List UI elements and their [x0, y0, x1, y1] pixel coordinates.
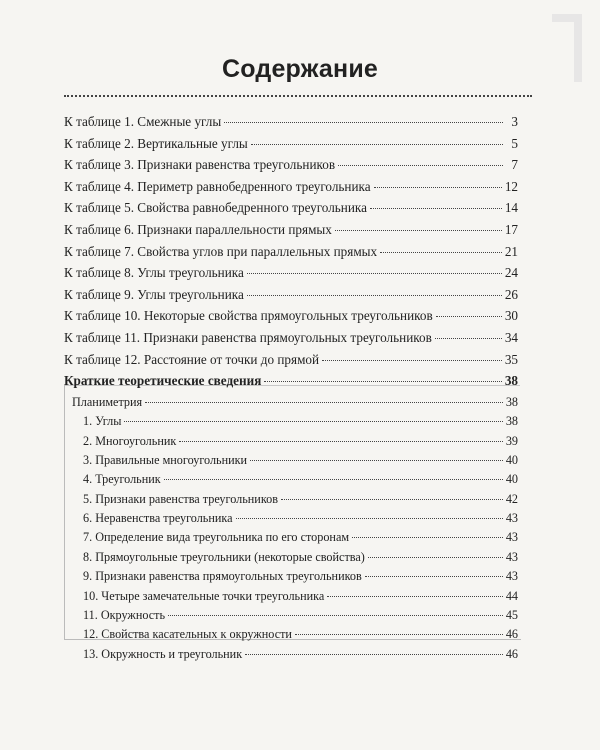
toc-entry-label: К таблице 2. Вертикальные углы: [64, 135, 248, 151]
toc-subsection-page: 38: [505, 394, 518, 409]
toc-sub-entry-page: 46: [505, 646, 518, 661]
toc-section-page: 38: [504, 373, 518, 389]
toc-entry-page: 7: [511, 157, 518, 173]
toc-entry-page: 5: [511, 135, 518, 151]
toc-entry[interactable]: [64, 157, 518, 179]
toc-sub-entry-label: 10. Четыре замечательные точки треугольника: [83, 588, 325, 603]
toc-sub-entry[interactable]: [64, 453, 518, 472]
toc-leader-dots: [380, 252, 502, 253]
toc-leader-dots: [435, 338, 502, 339]
toc-sub-entry[interactable]: [64, 472, 518, 491]
toc-leader-dots: [322, 360, 502, 361]
toc-sub-entry[interactable]: [64, 550, 518, 569]
toc-entry-page: 17: [504, 221, 518, 237]
toc-sub-entry-label: 7. Определение вида треугольника по его сторонам: [83, 530, 350, 545]
toc-sub-entry-label: 9. Признаки равенства прямоугольных треугольников: [83, 569, 362, 584]
toc-leader-dots: [368, 557, 503, 558]
toc-leader-dots: [179, 441, 503, 442]
toc-sub-entry-label: 2. Многоугольник: [83, 433, 177, 448]
toc-leader-dots: [145, 402, 503, 403]
toc-sub-entry-page: 40: [505, 472, 518, 487]
toc-entry[interactable]: [64, 136, 518, 158]
toc-sub-entry-label: 4. Треугольник: [83, 472, 161, 487]
toc-entry[interactable]: [64, 179, 518, 201]
toc-leader-dots: [264, 381, 501, 382]
toc-entry[interactable]: [64, 114, 518, 136]
toc-section-heading[interactable]: [64, 373, 518, 395]
toc-sub-entry[interactable]: [64, 569, 518, 588]
toc-entry-page: 14: [504, 200, 518, 216]
toc-entry-label: К таблице 10. Некоторые свойства прямоугольных треугольников: [64, 308, 433, 324]
toc-leader-dots: [370, 208, 502, 209]
page-title: Содержание: [221, 55, 379, 83]
toc-leader-dots: [365, 576, 503, 577]
toc-entry-page: 21: [504, 243, 518, 259]
toc-entry[interactable]: [64, 222, 518, 244]
toc-sub-entry-label: 8. Прямоугольные треугольники (некоторые свойства): [83, 549, 365, 564]
toc-entry-label: К таблице 4. Периметр равнобедренного треугольника: [64, 178, 371, 194]
toc-leader-dots: [236, 518, 503, 519]
toc-entry-label: К таблице 9. Углы треугольника: [64, 286, 244, 302]
toc-leader-dots: [247, 273, 502, 274]
toc-subsection-heading[interactable]: [64, 395, 518, 414]
toc-sub-entry[interactable]: [64, 414, 518, 433]
toc-section-label: Краткие теоретические сведения: [64, 373, 262, 389]
toc-sub-entry-label: 11. Окружность: [83, 608, 166, 623]
toc-sub-entry-label: 13. Окружность и треугольник: [83, 646, 243, 661]
toc-sub-entry[interactable]: [64, 589, 518, 608]
toc-entry-label: К таблице 7. Свойства углов при параллельных прямых: [64, 243, 378, 259]
toc-sub-entry[interactable]: [64, 511, 518, 530]
toc-sub-entry[interactable]: [64, 627, 518, 646]
toc-entry[interactable]: [64, 308, 518, 330]
toc-entry[interactable]: [64, 330, 518, 352]
toc-sub-entry-page: 45: [505, 608, 518, 623]
toc-sub-entry-page: 43: [505, 549, 518, 564]
toc-leader-dots: [295, 634, 503, 635]
toc-sub-entry-page: 43: [505, 530, 518, 545]
toc-leader-dots: [327, 596, 503, 597]
toc-entry-label: К таблице 11. Признаки равенства прямоугольных треугольников: [64, 329, 432, 345]
toc-leader-dots: [374, 187, 502, 188]
toc-entry[interactable]: [64, 244, 518, 266]
toc-entry[interactable]: [64, 352, 518, 374]
toc-sub-entry-page: 44: [505, 588, 518, 603]
toc-sub-entry-label: 12. Свойства касательных к окружности: [83, 627, 292, 642]
toc-entry[interactable]: [64, 287, 518, 309]
toc-entry-label: К таблице 12. Расстояние от точки до прямой: [64, 351, 320, 367]
toc-sub-entry-page: 46: [505, 627, 518, 642]
toc-leader-dots: [247, 295, 502, 296]
toc-entry-page: 30: [504, 308, 518, 324]
toc-leader-dots: [124, 421, 502, 422]
toc-sub-entry-label: 5. Признаки равенства треугольников: [83, 491, 278, 506]
toc-sub-entry[interactable]: [64, 608, 518, 627]
toc-entry-page: 34: [504, 329, 518, 345]
toc-entry-label: К таблице 6. Признаки параллельности прямых: [64, 221, 332, 237]
toc-sub-entry-page: 42: [505, 491, 518, 506]
toc-leader-dots: [251, 144, 503, 145]
toc-leader-dots: [436, 316, 502, 317]
toc-sub-entry-page: 40: [505, 452, 518, 467]
toc-sub-entry[interactable]: [64, 647, 518, 666]
toc-subsection-label: Планиметрия: [72, 394, 143, 409]
toc-sub-entry-label: 3. Правильные многоугольники: [83, 452, 248, 467]
toc-entry-label: К таблице 5. Свойства равнобедренного треугольника: [64, 200, 367, 216]
toc-leader-dots: [352, 537, 503, 538]
toc-sub-entry-page: 38: [505, 414, 518, 429]
toc-sub-entry[interactable]: [64, 530, 518, 549]
toc-sub-entry-label: 1. Углы: [83, 414, 122, 429]
toc-leader-dots: [245, 654, 503, 655]
toc-leader-dots: [338, 165, 503, 166]
toc-leader-dots: [164, 479, 503, 480]
toc-leader-dots: [335, 230, 502, 231]
toc-entry-page: 26: [504, 286, 518, 302]
toc-sub-entry[interactable]: [64, 434, 518, 453]
toc-sub-entry[interactable]: [64, 492, 518, 511]
toc-entry-page: 35: [504, 351, 518, 367]
toc-leader-dots: [168, 615, 503, 616]
toc-entry-label: К таблице 3. Признаки равенства треугольников: [64, 157, 336, 173]
toc-sub-entry-label: 6. Неравенства треугольника: [83, 511, 233, 526]
toc-entry-label: К таблице 1. Смежные углы: [64, 114, 222, 129]
toc-sub-entry-page: 39: [505, 433, 518, 448]
toc-entry-page: 12: [504, 178, 518, 194]
toc-entry[interactable]: [64, 265, 518, 287]
title-divider: [64, 95, 532, 97]
toc-entry[interactable]: [64, 200, 518, 222]
toc-sub-entry-page: 43: [505, 511, 518, 526]
toc-entry-page: 3: [511, 114, 518, 129]
toc-sub-entry-page: 43: [505, 569, 518, 584]
table-of-contents: [64, 114, 518, 666]
toc-leader-dots: [224, 122, 503, 123]
toc-entry-label: К таблице 8. Углы треугольника: [64, 265, 244, 281]
toc-entry-page: 24: [504, 265, 518, 281]
toc-leader-dots: [250, 460, 503, 461]
toc-leader-dots: [281, 499, 503, 500]
